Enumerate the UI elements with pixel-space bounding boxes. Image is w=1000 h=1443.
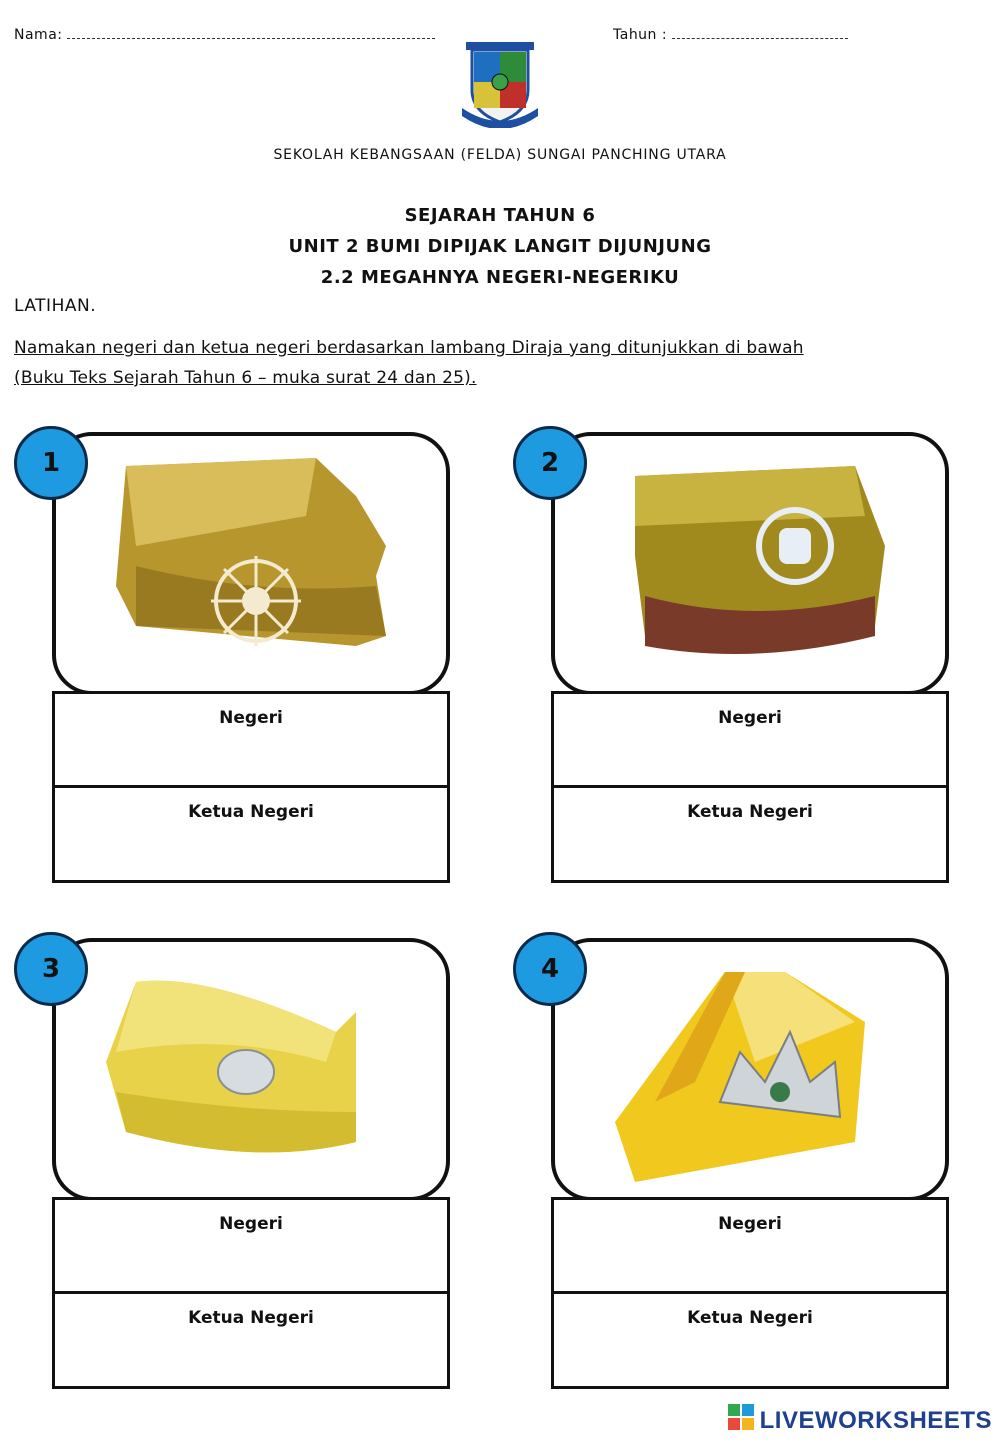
negeri-answer-box [551, 691, 949, 789]
topic-title: 2.2 MEGAHNYA NEGERI-NEGERIKU [320, 267, 680, 288]
ketua-negeri-label: Ketua Negeri [188, 1308, 314, 1328]
negeri-answer-box [551, 1197, 949, 1295]
negeri-input[interactable] [594, 1246, 906, 1278]
tengkolok-image-frame [52, 938, 450, 1201]
negeri-input[interactable] [95, 1246, 407, 1278]
instruction-line-2: (Buku Teks Sejarah Tahun 6 – muka surat 24 dan 25). [14, 368, 477, 388]
ketua-negeri-input[interactable] [594, 834, 906, 866]
negeri-answer-box [52, 691, 450, 789]
latihan-heading: LATIHAN. [14, 296, 97, 316]
tahun-line[interactable] [672, 26, 848, 39]
ketua-negeri-input[interactable] [95, 1340, 407, 1372]
ketua-negeri-answer-box [551, 1291, 949, 1389]
ketua-negeri-input[interactable] [95, 834, 407, 866]
school-name: SEKOLAH KEBANGSAAN (FELDA) SUNGAI PANCHING UTARA [273, 147, 727, 163]
ketua-negeri-label: Ketua Negeri [188, 802, 314, 822]
ketua-negeri-answer-box [52, 1291, 450, 1389]
gold-tengkolok-wreath-crest-image [555, 436, 945, 691]
school-crest-logo [458, 38, 542, 128]
gold-tengkolok-sun-emblem-image [56, 436, 446, 691]
question-number-badge: 1 [14, 426, 88, 500]
tahun-field [613, 26, 848, 43]
tengkolok-image-frame [551, 432, 949, 695]
question-number-badge: 3 [14, 932, 88, 1006]
ketua-negeri-label: Ketua Negeri [687, 802, 813, 822]
liveworksheets-icon [728, 1404, 754, 1437]
ketua-negeri-answer-box [551, 785, 949, 883]
negeri-answer-box [52, 1197, 450, 1295]
liveworksheets-logo[interactable] [728, 1404, 992, 1437]
negeri-input[interactable] [95, 740, 407, 772]
nama-label: Nama: [14, 27, 63, 43]
tahun-label: Tahun : [613, 27, 668, 43]
tengkolok-image-frame [551, 938, 949, 1201]
ketua-negeri-answer-box [52, 785, 450, 883]
liveworksheets-brand: LIVEWORKSHEETS [759, 1406, 992, 1434]
subject-title: SEJARAH TAHUN 6 [404, 205, 596, 226]
instruction-line-1: Namakan negeri dan ketua negeri berdasarkan lambang Diraja yang ditunjukkan di bawah [14, 338, 804, 358]
negeri-label: Negeri [718, 708, 782, 728]
question-number-badge: 2 [513, 426, 587, 500]
ketua-negeri-input[interactable] [594, 1340, 906, 1372]
tengkolok-image-frame [52, 432, 450, 695]
yellow-tengkolok-silver-brooch-image [56, 942, 446, 1197]
unit-title: UNIT 2 BUMI DIPIJAK LANGIT DIJUNJUNG [288, 236, 712, 257]
nama-field [14, 26, 435, 43]
question-number-badge: 4 [513, 932, 587, 1006]
negeri-label: Negeri [219, 1214, 283, 1234]
negeri-label: Negeri [718, 1214, 782, 1234]
negeri-input[interactable] [594, 740, 906, 772]
ketua-negeri-label: Ketua Negeri [687, 1308, 813, 1328]
negeri-label: Negeri [219, 708, 283, 728]
yellow-tengkolok-jeweled-crown-image [555, 942, 945, 1197]
nama-line[interactable] [67, 26, 435, 39]
